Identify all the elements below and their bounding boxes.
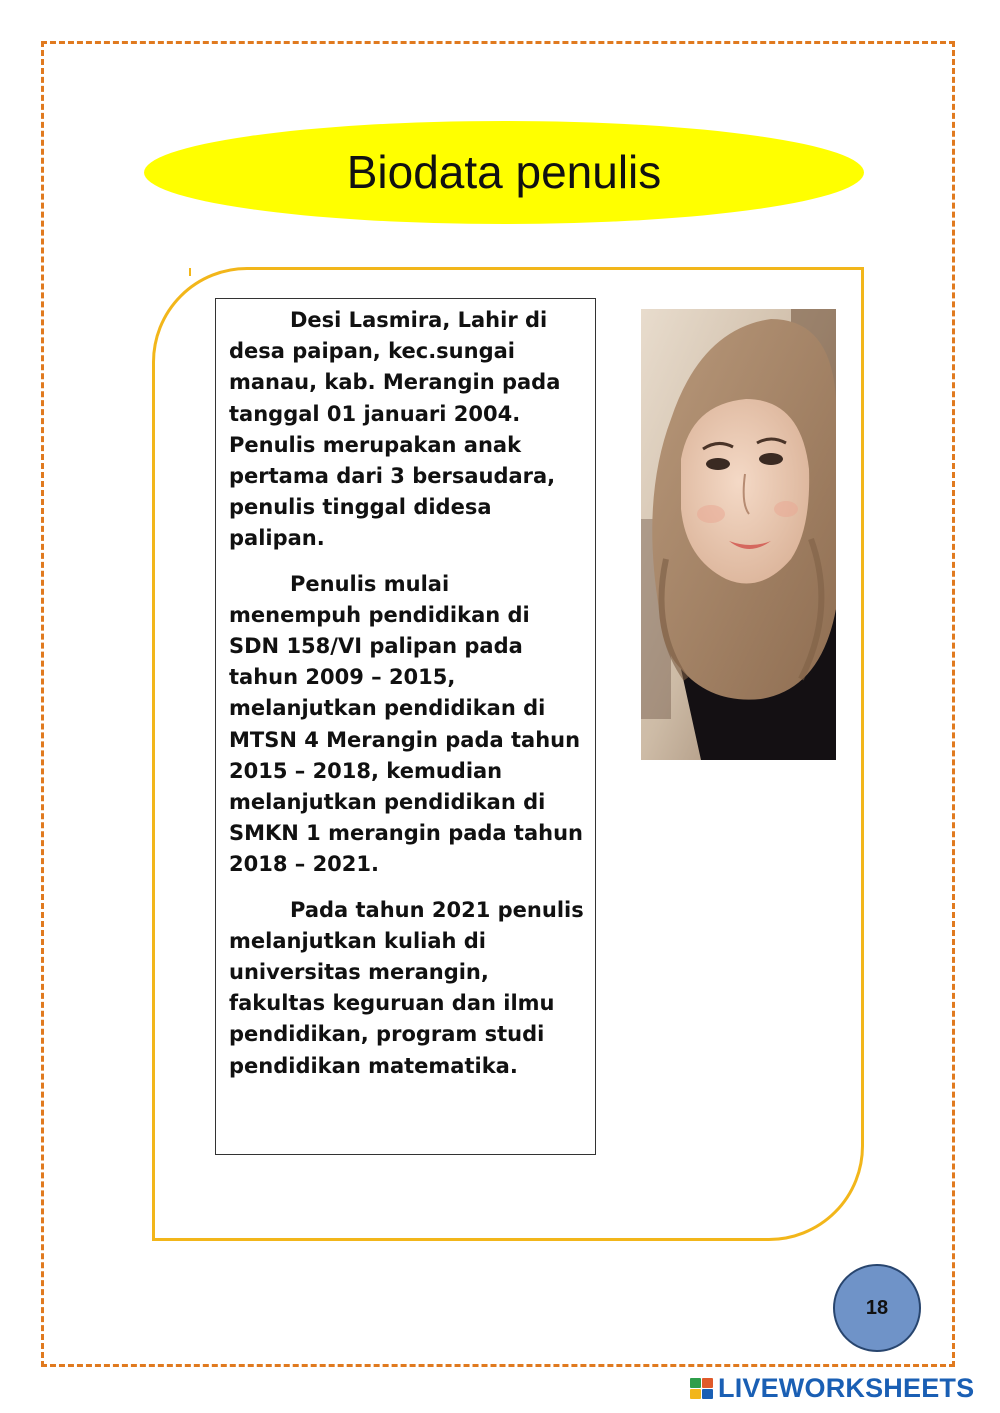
title-banner	[144, 121, 864, 224]
page-title: Biodata penulis	[346, 145, 662, 198]
biography-paragraph-1: Desi Lasmira, Lahir di desa paipan, kec.sungai manau, kab. Merangin pada tanggal 01 januari 2004. Penulis merupakan anak pertama dari 3 bersaudara, penulis tinggal didesa palipan.	[229, 308, 561, 551]
page-number: 18	[865, 1296, 889, 1319]
frame-mark	[189, 268, 191, 276]
page-number-badge	[833, 1264, 921, 1352]
biography-paragraph-3: Pada tahun 2021 penulis melanjutkan kuliah di universitas merangin, fakultas keguruan dan ilmu pendidikan, program studi pendidikan matematika.	[229, 897, 584, 1078]
biography-text-box	[215, 298, 596, 1155]
liveworksheets-brand	[690, 1373, 974, 1403]
biography-paragraph-2: Penulis mulai menempuh pendidikan di SDN 158/VI palipan pada tahun 2009 – 2015, melanjutkan pendidikan di MTSN 4 Merangin pada tahun 2015 – 2018, kemudian melanjutkan pendidikan di SMKN 1 merangin pada tahun 2018 – 2021.	[229, 571, 583, 877]
liveworksheets-logo-icon	[690, 1376, 714, 1400]
brand-name: LIVEWORKSHEETS	[718, 1372, 975, 1403]
author-photo	[641, 309, 836, 760]
